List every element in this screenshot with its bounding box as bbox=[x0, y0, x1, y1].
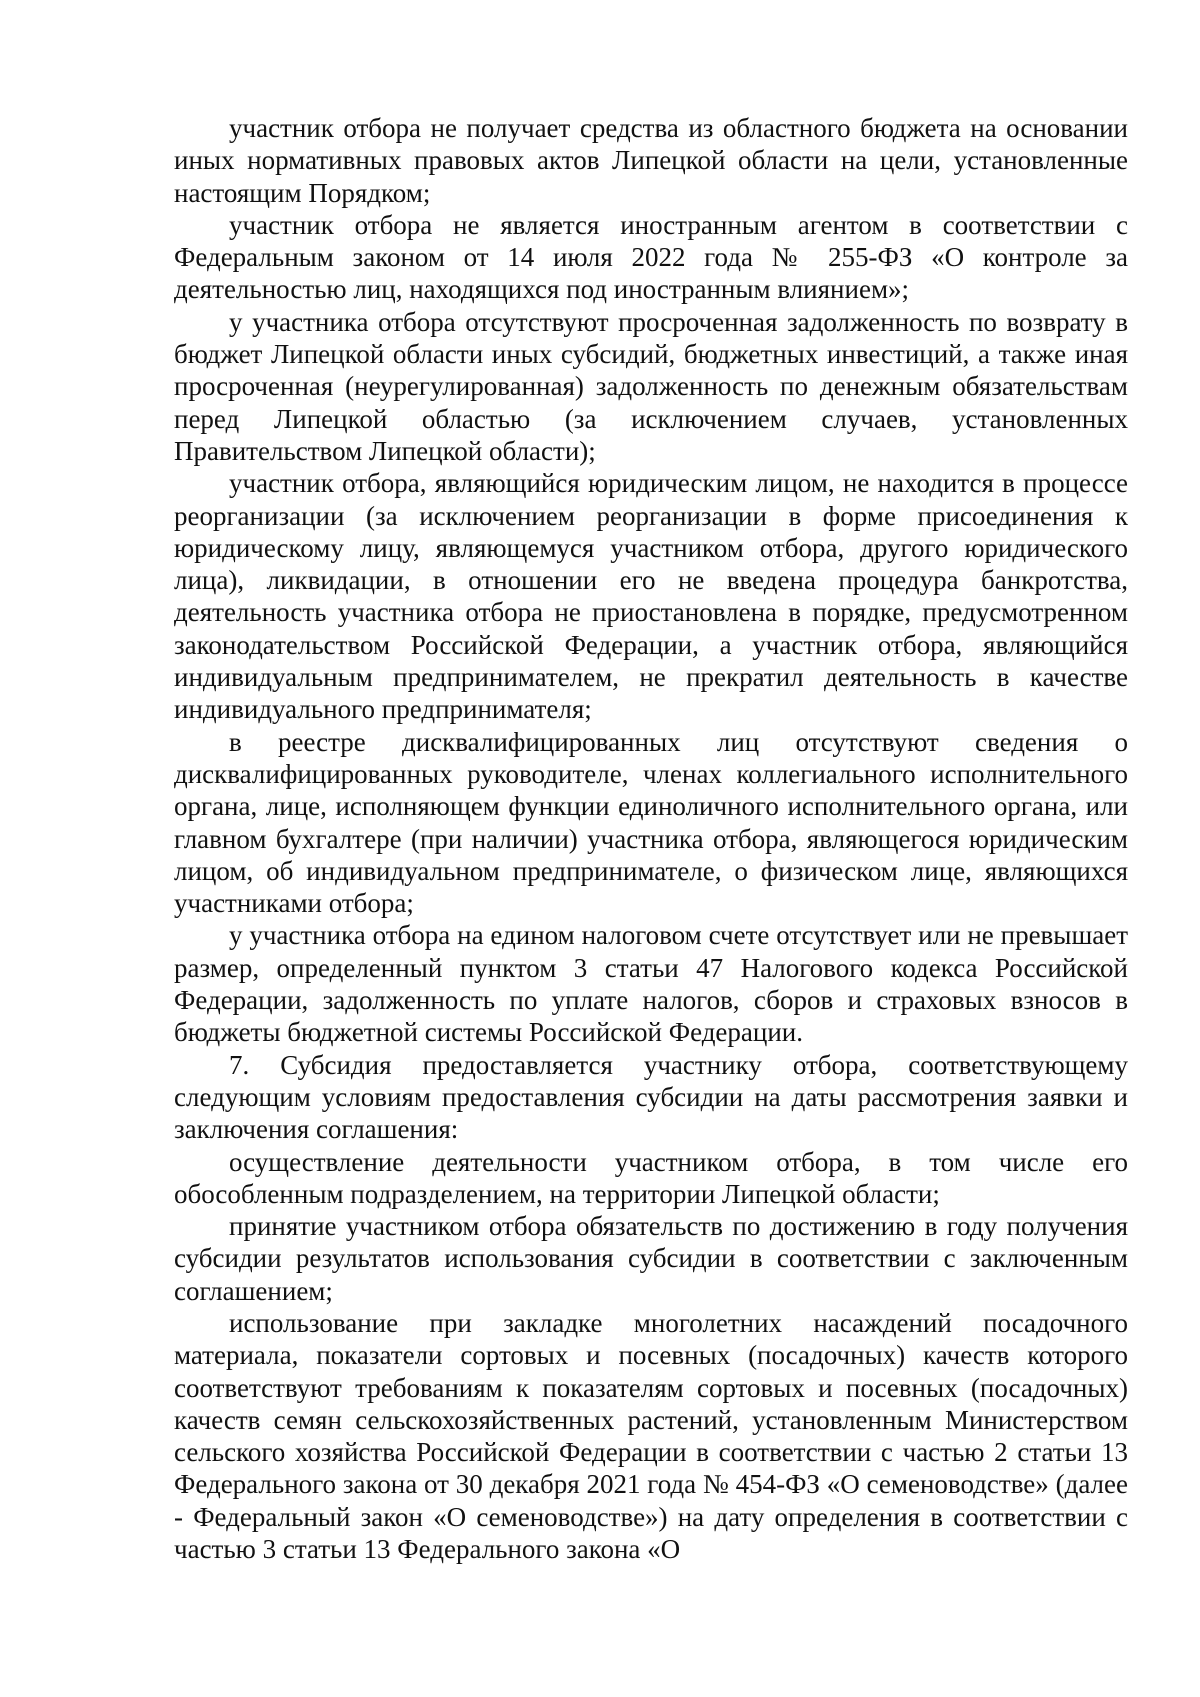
paragraph-result-obligations: принятие участником отбора обязательств по достижению в году получения субсидии результатов использования субсидии в соответствии с заключенным соглашением; bbox=[174, 1211, 1128, 1306]
paragraph-no-overdue-debt: у участника отбора отсутствуют просроченная задолженность по возврату в бюджет Липецкой области иных субсидий, бюджетных инвестиций, а также иная просроченная (неурегулированная) задолженность по денежным обязательствам перед Липецкой областью (за исключением случаев, установленных Правительством Липецкой области); bbox=[174, 306, 1128, 466]
paragraph-no-reorganization: участник отбора, являющийся юридическим лицом, не находится в процессе реорганизации (за исключением реорганизации в форме присоединения к юридическому лицу, являющемуся участником отбора, другого юридического лица), ликвидации, в отношении его не введена процедура банкротства, деятельность участника отбора не приостановлена в порядке, предусмотренном законодательством Российской Федерации, а участник отбора, являющийся индивидуальным предпринимателем, не прекратил деятельность в качестве индивидуального предпринимателя; bbox=[174, 468, 1128, 725]
paragraph-no-other-budget-funds: участник отбора не получает средства из областного бюджета на основании иных нормативных правовых актов Липецкой области на цели, установленные настоящим Порядком; bbox=[174, 113, 1128, 208]
paragraph-tax-account: у участника отбора на едином налоговом счете отсутствует или не превышает размер, определенный пунктом 3 статьи 47 Налогового кодекса Российской Федерации, задолженность по уплате налогов, сборов и страховых взносов в бюджеты бюджетной системы Российской Федерации. bbox=[174, 920, 1128, 1048]
paragraph-planting-material: использование при закладке многолетних насаждений посадочного материала, показатели сортовых и посевных (посадочных) качеств которого соответствуют требованиям к показателям сортовых и посевных (посадочных) качеств семян сельскохозяйственных растений, установленным Министерством сельского хозяйства Российской Федерации в соответствии с частью 2 статьи 13 Федерального закона от 30 декабря 2021 года № 454-ФЗ «О семеноводстве» (далее - Федеральный закон «О семеноводстве») на дату определения в соответствии с частью 3 статьи 13 Федерального закона «О bbox=[174, 1307, 1128, 1565]
paragraph-not-foreign-agent: участник отбора не является иностранным агентом в соответствии с Федеральным законом от 14 июля 2022 года № 255-ФЗ «О контроле за деятельностью лиц, находящихся под иностранным влиянием»; bbox=[174, 209, 1128, 305]
paragraph-activity-in-region: осуществление деятельности участником отбора, в том числе его обособленным подразделением, на территории Липецкой области; bbox=[174, 1146, 1128, 1209]
paragraph-section-7: 7. Субсидия предоставляется участнику отбора, соответствующему следующим условиям предоставления субсидии на даты рассмотрения заявки и заключения соглашения: bbox=[174, 1049, 1128, 1145]
paragraph-disqualified-registry: в реестре дисквалифицированных лиц отсутствуют сведения о дисквалифицированных руководителе, членах коллегиального исполнительного органа, лице, исполняющем функции единоличного исполнительного органа, или главном бухгалтере (при наличии) участника отбора, являющегося юридическим лицом, об индивидуальном предпринимателе, о физическом лице, являющихся участниками отбора; bbox=[174, 726, 1128, 919]
document-page bbox=[174, 112, 1128, 1565]
